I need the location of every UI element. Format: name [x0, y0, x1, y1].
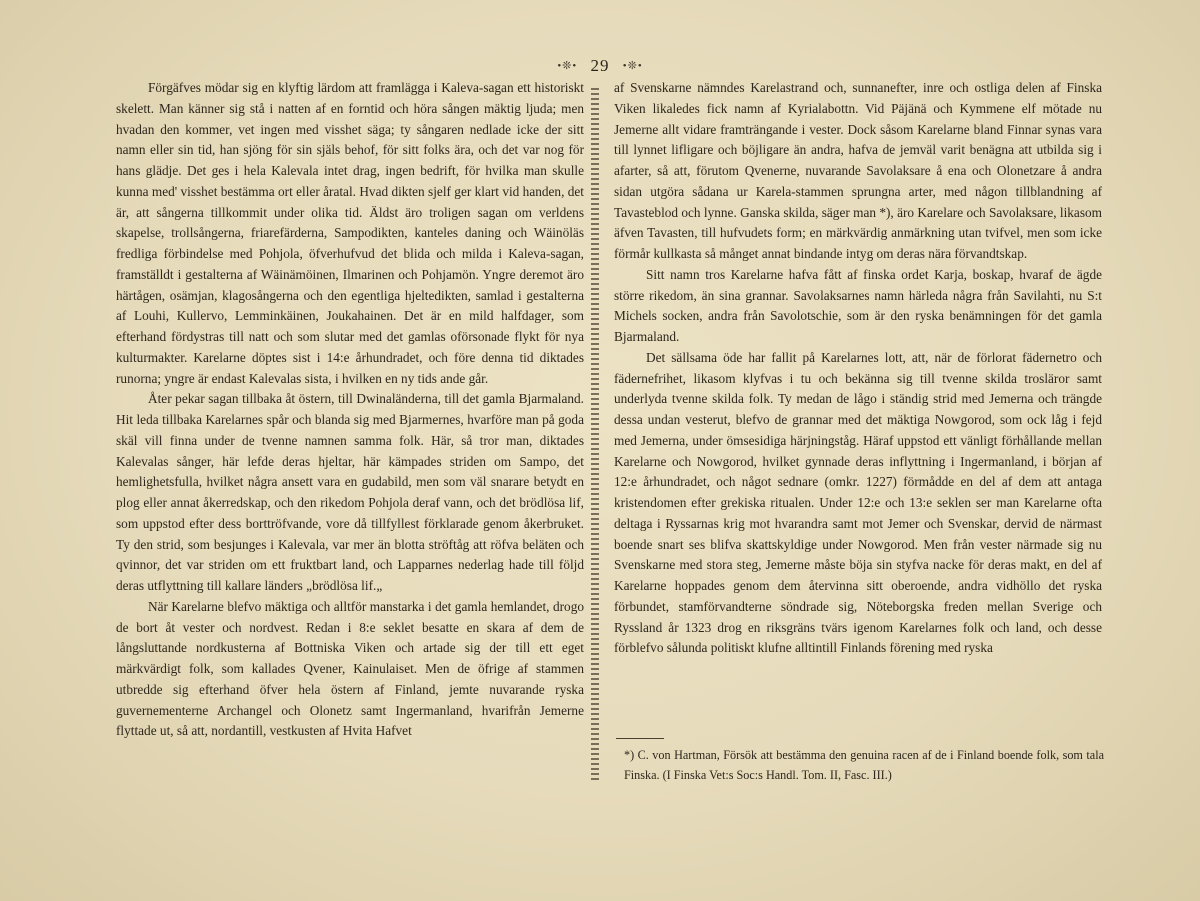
right-column — [614, 78, 1102, 659]
page-number: 29 — [590, 56, 610, 75]
left-column — [116, 78, 584, 742]
left-paragraph-3: När Karelarne blefvo mäktiga och alltför manstarka i det gamla hemlandet, drogo de bort åt vester och nordvest. Redan i 8:e seklet besatte en skara af dem de långsluttande nordkusterna af Bottniska Viken och artade sig der till ett eget märkvärdigt folk, som kallades Qvener, Kainulaiset. Men de öfrige af stammen utbredde sig efterhand öfver hela östern af Finland, jemte nuvarande ryska guvernementerne Archangel och Olonetz samt Ingermanland, hvarifrån Jemerne flyttade ut, så att, nordantill, vestkusten af Hvita Hafvet — [116, 598, 584, 739]
left-paragraph-2: Åter pekar sagan tillbaka åt östern, till Dwinaländerna, till det gamla Bjarmaland. Hit leda tillbaka Karelarnes spår och blanda sig med Bjarmernes, hvarföre man på goda skäl vill finna under de tvenne namnen samma folk. Här, så tror man, diktades Kalevalas sånger, här lefde deras hjeltar, här kämpades striden om Sampo, det hemlighetsfulla, hvilket några ansett vara en gudabild, men som väl snarare betydt en plog eller annat åkerredskap, och den rikedom Pohjola deraf vann, och det brödlösa lif, som uppstod efter dess borttröfvande, vore då tillfyllest förklarade genom åkerbruket. Ty den strid, som besjunges i Kalevala, var mer än blotta ströftåg att röfva beläten och qvinnor, det var striden om ett fruktbart land, och Lapparnes nederlag hade till följd deras utflyttning till kallare länders „brödlösa lif.„ — [116, 391, 584, 593]
ornament-left-icon: •❊• — [557, 60, 578, 72]
footnote-rule — [616, 738, 664, 739]
right-paragraph-2: Sitt namn tros Karelarne hafva fått af finska ordet Karja, boskap, hvaraf de ägde större rikedom, än sina grannar. Savolaksarnes namn härleda några från Savilahti, nu S:t Michels socken, andra från Savolotschie, som är den ryska benämningen för det gamla Bjarmaland. — [614, 266, 1102, 344]
right-paragraph-1: af Svenskarne nämndes Karelastrand och, sunnanefter, inre och ostliga delen af Finska Viken likaledes fick namn af Kyrialabottn. Vid Päjänä och Kymmene elf mötade nu Jemerne allt vidare framträngande i vester. Dock såsom Karelarne bland Finnar synas vara till lynnet lifligare och böjligare än andra, hafva de jemväl varit benägna att utbilda sig i afarter, så att, förutom Qvenerne, nuvarande Savolaksare å ena och Olonetzare å andra sidan utgöra sådana ur Karela-stammen sprungna arter, med någon tillblandning af Tavasteblod och lynne. Ganska skilda, säger man *), äro Karelare och Savolaksare, likasom äfven Tavasten, till hufvudets form; en märkvärdig anmärkning utan tvifvel, men som icke förmår kullkasta så månget annat bindande intyg om deras nära förvandtskap. — [614, 80, 1102, 261]
ornament-right-icon: •❊• — [622, 60, 643, 72]
right-paragraph-3: Det sällsama öde har fallit på Karelarnes lott, att, när de förlorat fädernetro och fädernefrihet, likasom klyfvas i tu och bekänna sig till tvenne skilda trosläror samt underlyda tvenne skilda folk. Ty medan de lågo i ständig strid med Jemerna och trängde dessa undan vesterut, blefvo de grannar med det mäktiga Nowgorod, som ock låg i fejd med Jemerna, under ömsesidiga härjningståg. Häraf uppstod ett vänligt förhållande mellan Karelarne och Nowgorod, hvilket gynnade deras inflyttning i Ingermanland, i början af 12:e århundradet, och något sednare (omkr. 1227) förmådde en del af dem att antaga kristendomen efter grekiska ritualen. Under 12:e och 13:e seklen ser man Karelarne ofta deltaga i Ryssarnas krig mot hvarandra samt mot Jemer och Svenskar, dervid de närmast boende snart ses blifva skattskyldige under Nowgorod. Men från vester närmade sig nu Svenskarne med stora steg, Jemerne måste böja sin styfva nacke för deras makt, en del af Karelarne hoppades genom dem återvinna sitt oberoende, andra vidhöllo det ryska förbundet, stamförvandterne söndrade sig, Nöteborgska freden mellan Sverige och Ryssland år 1323 drog en riksgräns tvärs igenom Karelarnes folk och land, och desse förblefvo sålunda politiskt klufne alltintill Finlands förening med ryska — [614, 349, 1102, 656]
column-divider — [591, 88, 599, 782]
footnote: *) C. von Hartman, Försök att bestämma den genuina racen af de i Finland boende folk, som tala Finska. (I Finska Vet:s Soc:s Handl. Tom. II, Fasc. III.) — [624, 748, 1104, 782]
left-paragraph-1: Förgäfves mödar sig en klyftig lärdom att framlägga i Kaleva-sagan ett historiskt skelett. Man känner sig stå i natten af en forntid och höra sången mäktig ljuda; men hvadan den kommer, vet ingen med visshet säga; ty sångaren nedlade icke der sitt namn eller sin tid, han sjöng för sin själs behof, för sitt folks ära, och det var nog för hans glädje. Det ges i hela Kalevala intet drag, ingen bedrift, för hvilka man skulle kunna med' visshet bestämma ort eller åratal. Hvad dikten sjelf ger klart vid handen, det är, att sångerna tillkommit under olika tid. Äldst äro troligen sagan om verldens skapelse, trollsångerna, friarefärderna, Sampodikten, kanteles daning och Wäinöläs fredliga förbindelse med Pohjola, öfverhufvud det blida och milda i Kaleva-sagan, framställdt i gestalterna af Wäinämöinen, Ilmarinen och Pohjamön. Yngre deremot äro härtågen, osämjan, klagosångerna och den egentliga hjeltedikten, samlad i gestalterna af Louhi, Kullervo, Lemminkäinen, Joukahainen. Det är en mild halfdager, som efterhand fördystras till natt och som slutar med det gamlas oförsonade flykt för nya kulturmakter. Karelarne döptes sist i 14:e århundradet, och före denna tid diktades runorna; yngre är endast Kalevalas sista, i hvilken en ny tids ande går. — [116, 80, 584, 386]
page-header — [0, 56, 1200, 76]
